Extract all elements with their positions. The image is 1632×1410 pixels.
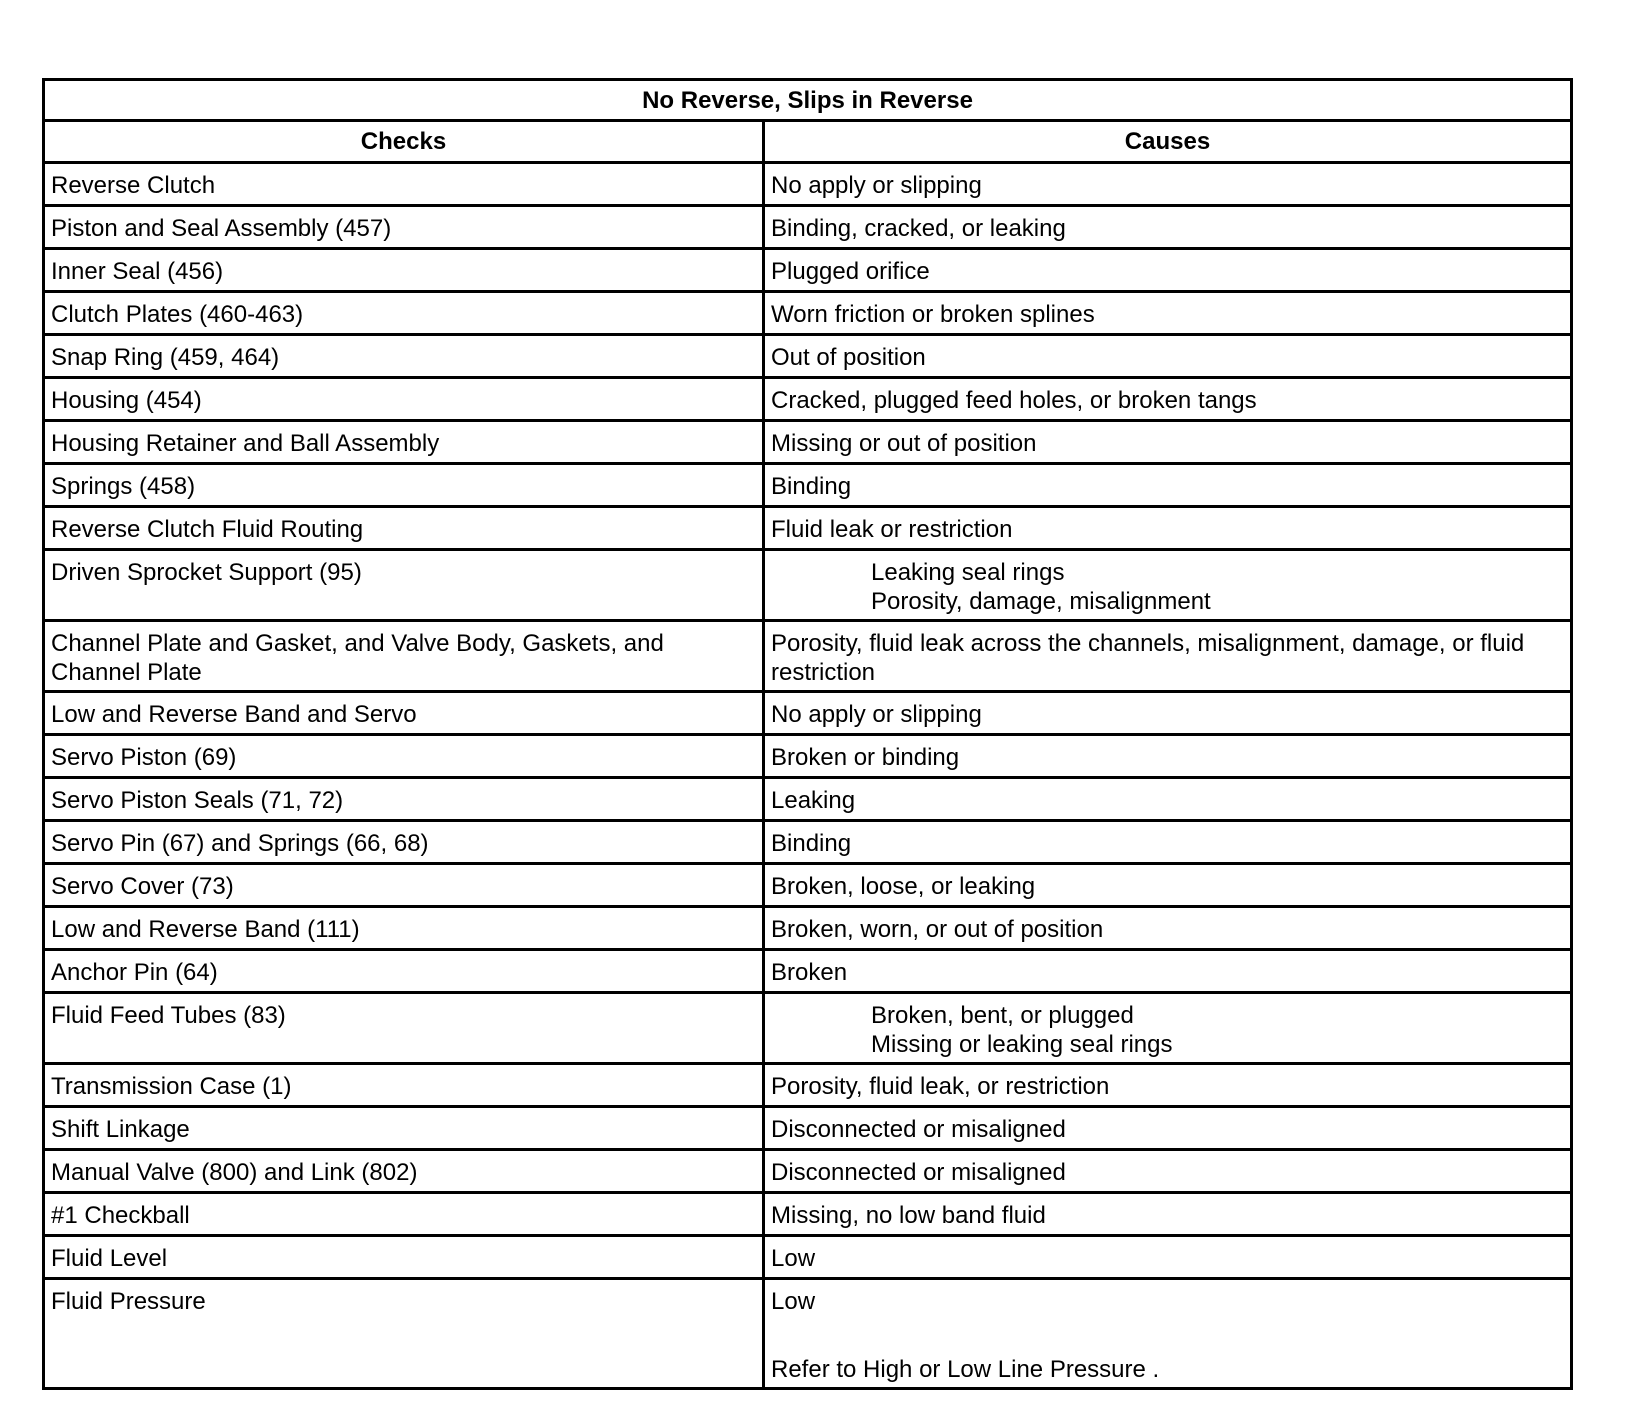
table-row: [44, 993, 1572, 1064]
check-cell: Housing Retainer and Ball Assembly: [44, 421, 764, 464]
check-cell: Piston and Seal Assembly (457): [44, 206, 764, 249]
cause-text: Out of position: [771, 344, 926, 371]
cause-cell: [764, 621, 1572, 692]
check-cell: Springs (458): [44, 464, 764, 507]
cause-text: Binding: [771, 473, 852, 500]
table-row: [44, 1279, 1572, 1389]
cause-text: Cracked, plugged feed holes, or broken tangs: [771, 387, 1257, 414]
cause-cell: [764, 950, 1572, 993]
cause-text: Binding: [771, 830, 852, 857]
check-cell: Housing (454): [44, 378, 764, 421]
cause-text: Broken or binding: [771, 744, 960, 771]
check-cell: Driven Sprocket Support (95): [44, 550, 764, 621]
cause-text: Porosity, fluid leak across the channels, misalignment, damage, or fluid restriction: [771, 630, 1525, 686]
table-row: [44, 864, 1572, 907]
table-row: [44, 735, 1572, 778]
cause-text: Broken, loose, or leaking: [771, 873, 1036, 900]
table-row: [44, 335, 1572, 378]
check-cell: Fluid Pressure: [44, 1279, 764, 1389]
check-cell: Transmission Case (1): [44, 1064, 764, 1107]
table-row: [44, 907, 1572, 950]
cause-cell: [764, 249, 1572, 292]
cause-text: Leaking seal rings: [871, 559, 1065, 586]
table-row: [44, 692, 1572, 735]
cause-cell: [764, 692, 1572, 735]
cause-text: Broken, worn, or out of position: [771, 916, 1104, 943]
table-title-row: [44, 80, 1572, 121]
cause-cell: [764, 550, 1572, 621]
cause-cell: [764, 864, 1572, 907]
check-cell: Low and Reverse Band and Servo: [44, 692, 764, 735]
check-cell: Snap Ring (459, 464): [44, 335, 764, 378]
check-cell: Servo Piston (69): [44, 735, 764, 778]
cause-text: Plugged orifice: [771, 258, 930, 285]
checks-column-header: Checks: [44, 121, 764, 163]
table-body: [44, 163, 1572, 1389]
cause-text: Low: [771, 1245, 816, 1272]
cause-text: No apply or slipping: [771, 701, 982, 728]
check-cell: Channel Plate and Gasket, and Valve Body, Gaskets, and Channel Plate: [44, 621, 764, 692]
causes-column-header: Causes: [764, 121, 1572, 163]
table-row: [44, 1150, 1572, 1193]
cause-text: Fluid leak or restriction: [771, 516, 1013, 543]
cause-cell: [764, 421, 1572, 464]
check-cell: Fluid Level: [44, 1236, 764, 1279]
check-cell: Inner Seal (456): [44, 249, 764, 292]
cause-text: Binding, cracked, or leaking: [771, 215, 1066, 242]
cause-cell: [764, 993, 1572, 1064]
cause-cell: [764, 821, 1572, 864]
check-cell: Manual Valve (800) and Link (802): [44, 1150, 764, 1193]
cause-text: Disconnected or misaligned: [771, 1159, 1066, 1186]
cause-text: Porosity, fluid leak, or restriction: [771, 1073, 1110, 1100]
table-row: [44, 292, 1572, 335]
cause-cell: [764, 1279, 1572, 1389]
check-cell: Reverse Clutch: [44, 163, 764, 206]
check-cell: Reverse Clutch Fluid Routing: [44, 507, 764, 550]
cause-cell: [764, 1150, 1572, 1193]
table-row: [44, 163, 1572, 206]
table-row: [44, 778, 1572, 821]
cause-cell: [764, 206, 1572, 249]
table-row: [44, 421, 1572, 464]
cause-cell: [764, 907, 1572, 950]
cause-cell: [764, 292, 1572, 335]
table-row: [44, 1064, 1572, 1107]
cause-cell: [764, 1236, 1572, 1279]
table-row: [44, 1236, 1572, 1279]
cause-cell: [764, 163, 1572, 206]
table-row: [44, 1193, 1572, 1236]
cause-text: Missing or out of position: [771, 430, 1037, 457]
table-row: [44, 621, 1572, 692]
cause-cell: [764, 735, 1572, 778]
cause-text: Leaking: [771, 787, 856, 814]
cause-cell: [764, 464, 1572, 507]
table-row: [44, 507, 1572, 550]
cause-text: Missing or leaking seal rings: [871, 1031, 1173, 1058]
check-cell: Low and Reverse Band (111): [44, 907, 764, 950]
cause-text: Worn friction or broken splines: [771, 301, 1095, 328]
cause-cell: [764, 1107, 1572, 1150]
cause-cell: [764, 778, 1572, 821]
check-cell: Shift Linkage: [44, 1107, 764, 1150]
cause-text: Refer to High or Low Line Pressure .: [771, 1356, 1160, 1383]
table-row: [44, 950, 1572, 993]
table-title: No Reverse, Slips in Reverse: [44, 80, 1572, 121]
diagnostic-table: [42, 78, 1573, 1390]
cause-text: Missing, no low band fluid: [771, 1202, 1046, 1229]
check-cell: Servo Piston Seals (71, 72): [44, 778, 764, 821]
table-row: [44, 249, 1572, 292]
table-row: [44, 550, 1572, 621]
cause-cell: [764, 1193, 1572, 1236]
cause-text: Porosity, damage, misalignment: [871, 588, 1211, 615]
table-row: [44, 464, 1572, 507]
check-cell: Clutch Plates (460-463): [44, 292, 764, 335]
check-cell: #1 Checkball: [44, 1193, 764, 1236]
check-cell: Servo Pin (67) and Springs (66, 68): [44, 821, 764, 864]
cause-cell: [764, 1064, 1572, 1107]
cause-text: Broken: [771, 959, 848, 986]
cause-cell: [764, 378, 1572, 421]
cause-cell: [764, 507, 1572, 550]
cause-text: Broken, bent, or plugged: [871, 1002, 1134, 1029]
cause-cell: [764, 335, 1572, 378]
table-row: [44, 378, 1572, 421]
check-cell: Fluid Feed Tubes (83): [44, 993, 764, 1064]
table-row: [44, 1107, 1572, 1150]
cause-text: Disconnected or misaligned: [771, 1116, 1066, 1143]
cause-text: Low: [771, 1288, 816, 1315]
table-row: [44, 206, 1572, 249]
table-row: [44, 821, 1572, 864]
check-cell: Servo Cover (73): [44, 864, 764, 907]
table-header-row: [44, 121, 1572, 163]
check-cell: Anchor Pin (64): [44, 950, 764, 993]
cause-text: No apply or slipping: [771, 172, 982, 199]
